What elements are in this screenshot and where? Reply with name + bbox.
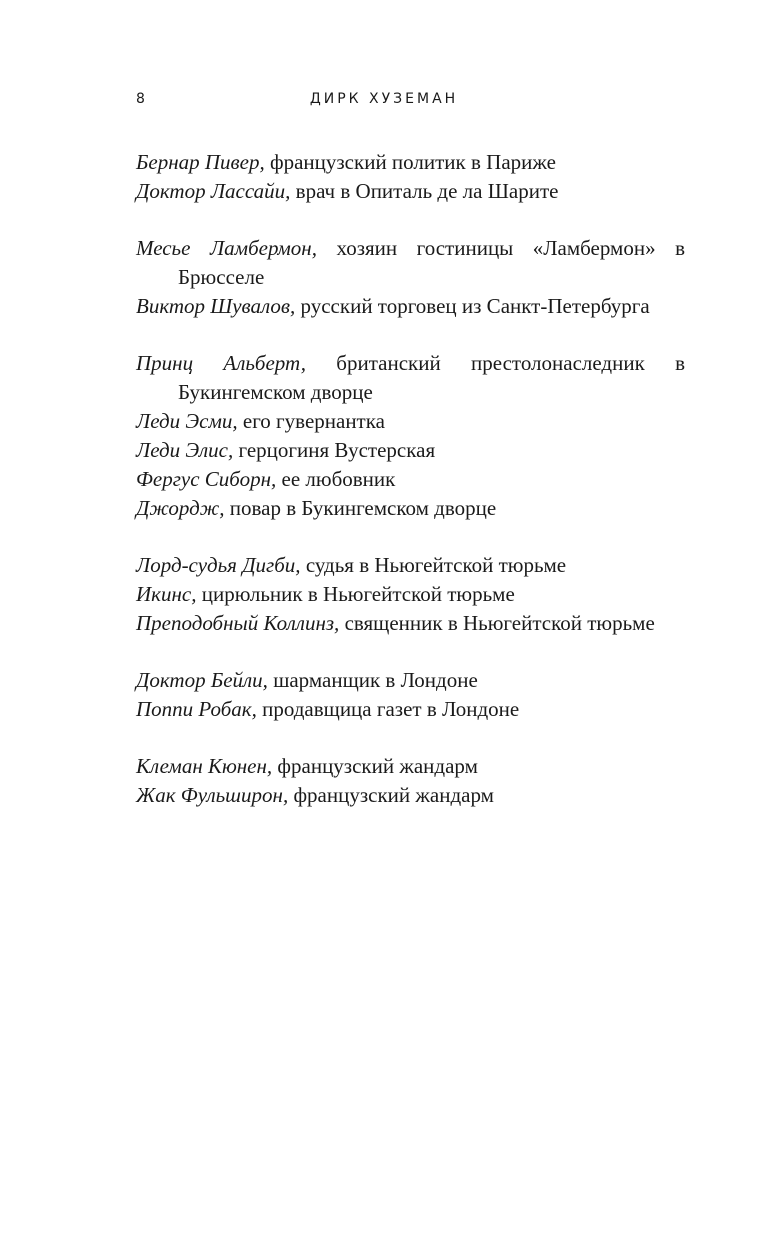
character-role: британский престолонаследник в Букингемском дворце	[178, 351, 686, 404]
cast-group	[136, 349, 685, 523]
cast-entry	[136, 234, 685, 292]
cast-entry	[136, 695, 685, 724]
character-role: французский жандарм	[272, 754, 478, 778]
character-role: шарманщик в Лондоне	[267, 668, 478, 692]
character-name: Поппи Робак,	[136, 697, 257, 721]
character-role: повар в Букингемском дворце	[224, 496, 497, 520]
character-name: Клеман Кюнен,	[136, 754, 273, 778]
cast-entry	[136, 781, 685, 810]
character-name: Виктор Шувалов,	[136, 294, 296, 318]
character-name: Принц Альберт,	[136, 351, 306, 375]
character-role: врач в Опиталь де ла Шарите	[290, 179, 559, 203]
cast-group	[136, 148, 685, 206]
cast-entry	[136, 752, 685, 781]
cast-entry	[136, 609, 685, 638]
character-name: Доктор Бейли,	[136, 668, 268, 692]
cast-list	[136, 148, 685, 838]
character-role: французский политик в Париже	[264, 150, 556, 174]
character-role: хозяин гостиницы «Ламбермон» в Брюсселе	[178, 236, 686, 289]
character-name: Лорд-судья Дигби,	[136, 553, 301, 577]
cast-entry	[136, 349, 685, 407]
character-role: герцогиня Вустерская	[233, 438, 436, 462]
cast-entry	[136, 292, 685, 321]
cast-entry	[136, 436, 685, 465]
cast-entry	[136, 177, 685, 206]
character-name: Жак Фульширон,	[136, 783, 289, 807]
character-name: Леди Эсми,	[136, 409, 238, 433]
page-number: 8	[136, 91, 146, 107]
character-name: Фергус Сиборн,	[136, 467, 277, 491]
character-name: Доктор Лассайи,	[136, 179, 291, 203]
character-role: французский жандарм	[288, 783, 494, 807]
cast-group	[136, 666, 685, 724]
character-name: Бернар Пивер,	[136, 150, 265, 174]
character-name: Джордж,	[136, 496, 225, 520]
character-name: Икинс,	[136, 582, 197, 606]
cast-entry	[136, 148, 685, 177]
cast-group	[136, 752, 685, 810]
character-role: цирюльник в Ньюгейтской тюрьме	[196, 582, 515, 606]
character-role: священник в Ньюгейтской тюрьме	[339, 611, 655, 635]
character-role: продавщица газет в Лондоне	[256, 697, 520, 721]
cast-entry	[136, 407, 685, 436]
cast-entry	[136, 666, 685, 695]
character-role: судья в Ньюгейтской тюрьме	[300, 553, 567, 577]
character-role: его гувернантка	[237, 409, 385, 433]
character-role: ее любовник	[276, 467, 396, 491]
cast-group	[136, 234, 685, 321]
character-name: Преподобный Коллинз,	[136, 611, 340, 635]
cast-group	[136, 551, 685, 638]
cast-entry	[136, 465, 685, 494]
character-name: Месье Ламбермон,	[136, 236, 317, 260]
cast-entry	[136, 494, 685, 523]
character-name: Леди Элис,	[136, 438, 234, 462]
running-head: ДИРК ХУЗЕМАН	[309, 91, 459, 107]
character-role: русский торговец из Санкт-Петербурга	[295, 294, 650, 318]
cast-entry	[136, 580, 685, 609]
cast-entry	[136, 551, 685, 580]
